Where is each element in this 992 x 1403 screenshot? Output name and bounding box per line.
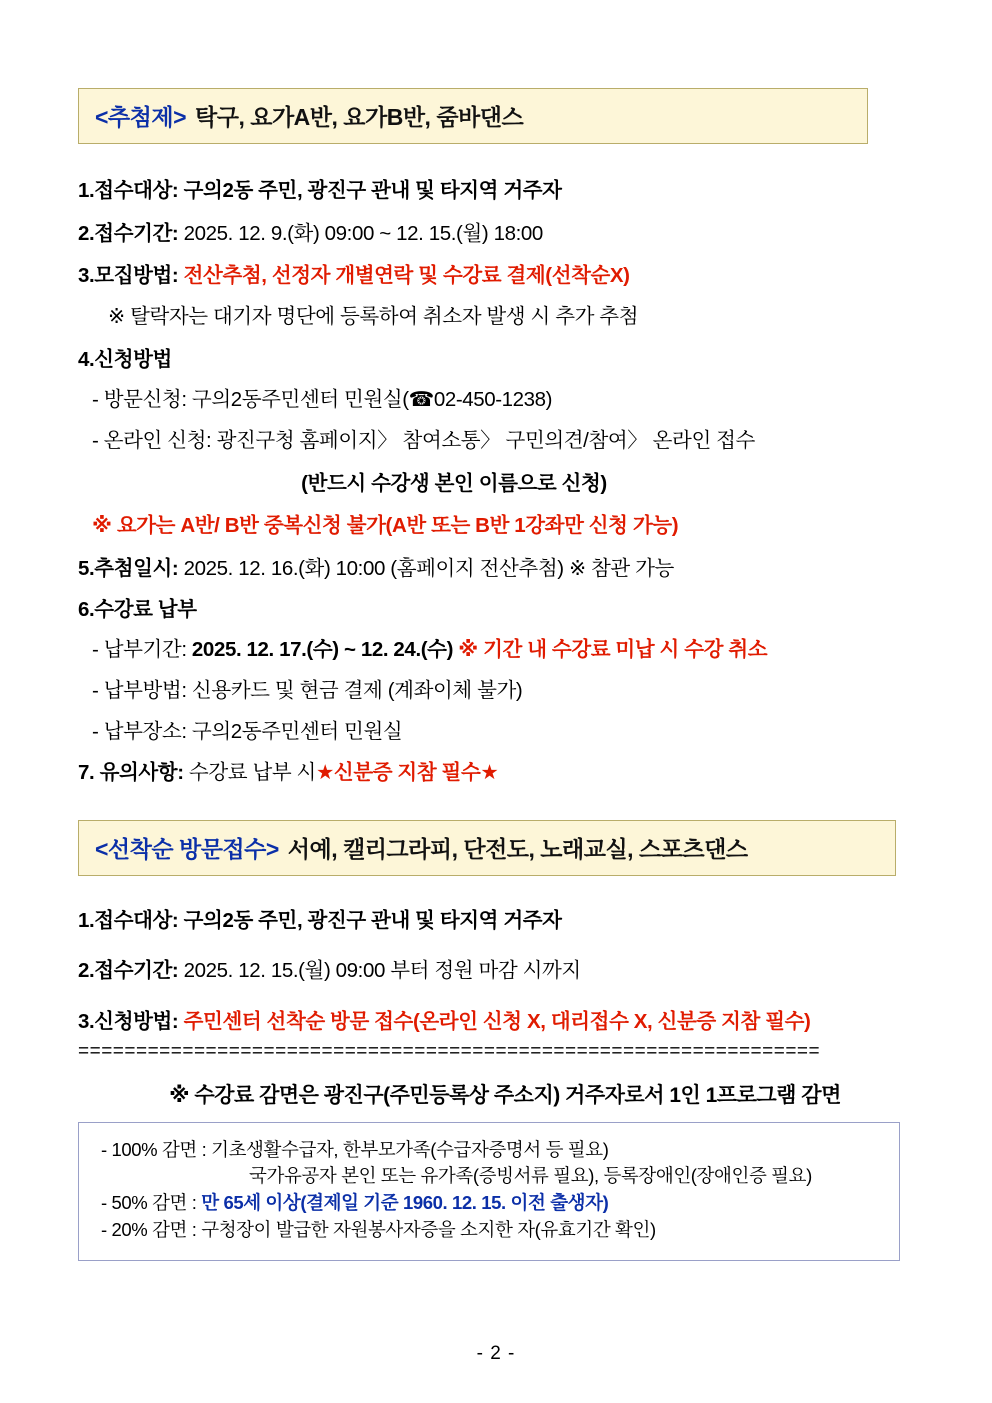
draw-datetime-value: 2025. 12. 16.(화) 10:00 (홈페이지 전산추첨) ※ 참관 가능 xyxy=(178,557,674,580)
exemption-20-line: - 20% 감면 : 구청장이 발급한 자원봉사자증을 소지한 자(유효기간 확인) xyxy=(101,1219,656,1241)
page-number: - 2 - xyxy=(476,1343,516,1364)
lottery-target-value: 구의2동 주민, 광진구 관내 및 타지역 거주자 xyxy=(178,179,562,202)
lottery-period-value: 2025. 12. 9.(화) 09:00 ~ 12. 15.(월) 18:00 xyxy=(178,221,543,245)
firstcome-apply-label: 3.신청방법: xyxy=(78,1010,179,1033)
caution-highlight: ★신분증 지참 필수★ xyxy=(315,761,499,785)
lottery-method-line xyxy=(78,263,920,289)
yoga-duplicate-warning: ※ 요가는 A반/ B반 중복신청 불가(A반 또는 B반 1강좌만 신청 가능) xyxy=(92,514,679,538)
apply-online-line: - 온라인 신청: 광진구청 홈페이지〉 참여소통〉 구민의견/참여〉 온라인 접수 xyxy=(92,428,755,452)
caution-label: 7. 유의사항: xyxy=(78,761,184,785)
draw-datetime-line xyxy=(78,556,920,582)
lottery-target-line xyxy=(78,178,920,204)
lottery-banner-tag: <추첨제> xyxy=(95,104,187,130)
lottery-method-value: 전산추첨, 선정자 개별연락 및 수강료 결제(선착순X) xyxy=(178,264,630,288)
payment-period-label: - 납부기간: xyxy=(92,638,187,662)
firstcome-apply-line xyxy=(78,1009,920,1035)
section-divider: ================================================================ xyxy=(78,1040,821,1062)
firstcome-apply-value: 주민센터 선착순 방문 접수(온라인 신청 X, 대리접수 X, 신분증 지참 필수) xyxy=(178,1010,811,1033)
lottery-method-label: 3.모집방법: xyxy=(78,264,179,288)
firstcome-target-label: 1.접수대상: xyxy=(78,908,179,932)
lottery-banner-courses: 탁구, 요가A반, 요가B반, 줌바댄스 xyxy=(195,104,524,130)
payment-period-line xyxy=(78,637,920,663)
exemption-title: ※ 수강료 감면은 광진구(주민등록상 주소지) 거주자로서 1인 1프로그램 감면 xyxy=(169,1083,841,1107)
apply-visit-line: - 방문신청: 구의2동주민센터 민원실(☎02-450-1238) xyxy=(92,388,553,412)
exemption-50-label: - 50% 감면 : xyxy=(101,1192,202,1214)
exemption-50-value: 만 65세 이상(결제일 기준 1960. 12. 15. 이전 출생자) xyxy=(201,1192,609,1214)
apply-name-note: (반드시 수강생 본인 이름으로 신청) xyxy=(301,472,607,496)
exemption-100-line: - 100% 감면 : 기초생활수급자, 한부모가족(수급자증명서 등 필요) xyxy=(101,1138,609,1160)
payment-method-line: - 납부방법: 신용카드 및 현금 결제 (계좌이체 불가) xyxy=(92,678,523,702)
lottery-section-banner xyxy=(78,88,868,144)
firstcome-target-value: 구의2동 주민, 광진구 관내 및 타지역 거주자 xyxy=(178,908,562,932)
firstcome-banner-tag: <선착순 방문접수> xyxy=(95,835,279,862)
apply-method-heading: 4.신청방법 xyxy=(78,347,172,371)
firstcome-section-banner xyxy=(78,820,896,876)
lottery-period-line xyxy=(78,221,920,247)
exemption-box xyxy=(78,1122,900,1261)
exemption-50-line xyxy=(101,1190,881,1217)
lottery-waitlist-note: ※ 탈락자는 대기자 명단에 등록하여 취소자 발생 시 추가 추첨 xyxy=(108,304,639,328)
draw-datetime-label: 5.추첨일시: xyxy=(78,557,179,580)
payment-place-line: - 납부장소: 구의2동주민센터 민원실 xyxy=(92,719,403,743)
firstcome-period-label: 2.접수기간: xyxy=(78,959,179,983)
firstcome-banner-courses: 서예, 캘리그라피, 단전도, 노래교실, 스포츠댄스 xyxy=(287,835,748,862)
firstcome-period-line xyxy=(78,958,920,984)
exemption-100-continued: 국가유공자 본인 또는 유가족(증빙서류 필요), 등록장애인(장애인증 필요) xyxy=(249,1165,812,1187)
payment-heading: 6.수강료 납부 xyxy=(78,597,197,621)
firstcome-period-value: 2025. 12. 15.(월) 09:00 부터 정원 마감 시까지 xyxy=(178,959,581,983)
caution-line xyxy=(78,760,920,786)
payment-period-warning: ※ 기간 내 수강료 미납 시 수강 취소 xyxy=(458,638,768,662)
caution-value: 수강료 납부 시 xyxy=(183,761,316,785)
lottery-target-label: 1.접수대상: xyxy=(78,179,179,202)
firstcome-target-line xyxy=(78,908,920,934)
payment-period-value: 2025. 12. 17.(수) ~ 12. 24.(수) xyxy=(186,638,459,662)
lottery-period-label: 2.접수기간: xyxy=(78,221,179,245)
